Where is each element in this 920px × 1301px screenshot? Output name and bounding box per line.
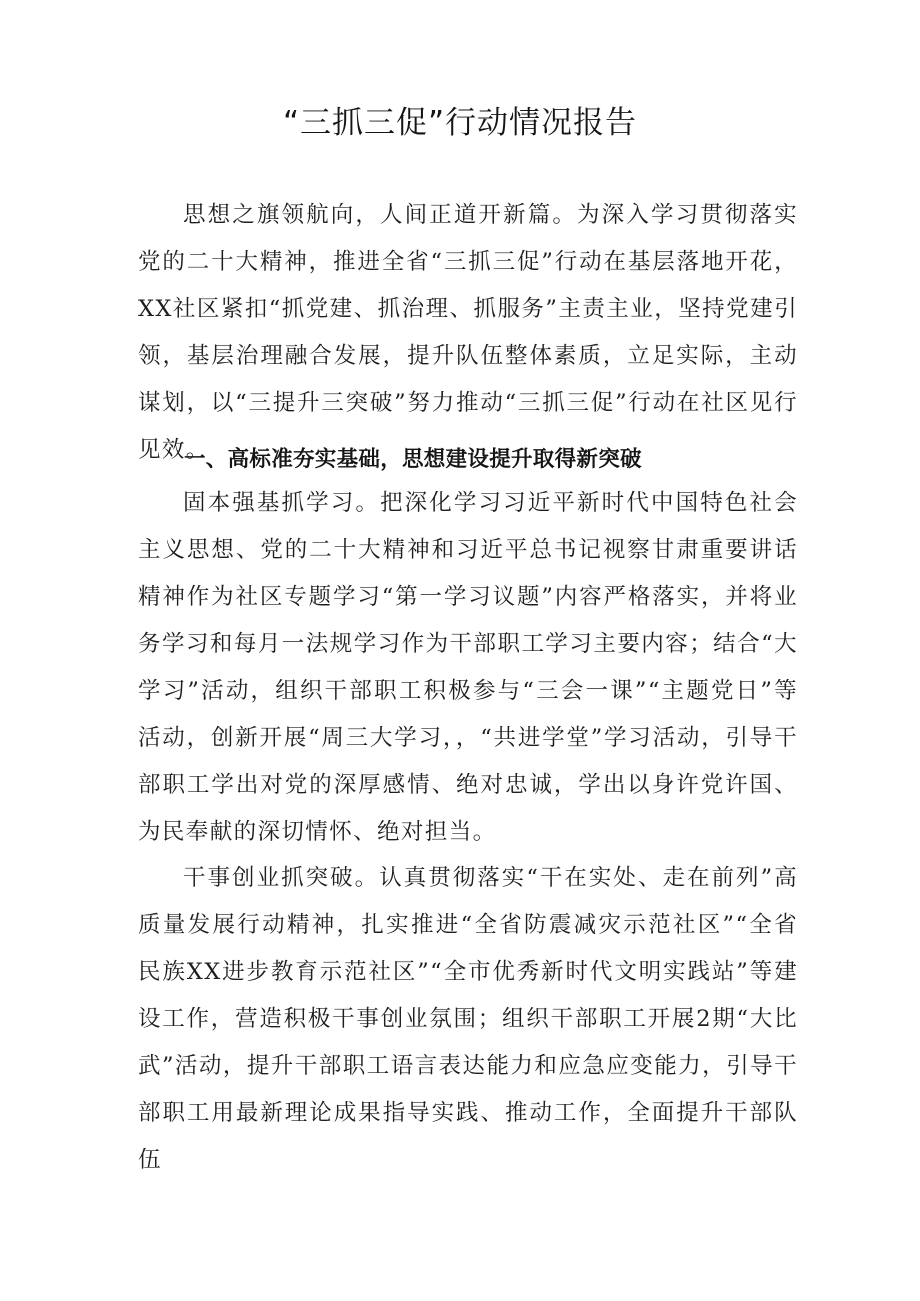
work-paragraph: 干事创业抓突破。认真贯彻落实“干在实处、走在前列”高质量发展行动精神，扎实推进“全省防震减灾示范社区”“全省民族XX进步教育示范社区”“全市优秀新时代文明实践站”等建设工作，营造积极干事创业氛围；组织干部职工开展2期“大比武”活动，提升干部职工语言表达能力和应急应变能力，引导干部职工用最新理论成果指导实践、推动工作，全面提升干部队伍 — [138, 865, 798, 1173]
section-heading-one: 一、高标准夯实基础，思想建设提升取得新突破 — [184, 447, 642, 472]
document-title: “三抓三促”行动情况报告 — [282, 105, 638, 141]
study-paragraph: 固本强基抓学习。把深化学习习近平新时代中国特色社会主义思想、党的二十大精神和习近平总书记视察甘肃重要讲话精神作为社区专题学习“第一学习议题”内容严格落实，并将业务学习和每月一法规学习作为干部职工学习主要内容；结合“大学习”活动，组织干部职工积极参与“三会一课”“主题党日”等活动，创新开展“周三大学习，，“共进学堂”学习活动，引导干部职工学出对党的深厚感情、绝对忠诚，学出以身许党许国、为民奉献的深切情怀、绝对担当。 — [138, 490, 798, 845]
intro-paragraph: 思想之旗领航向，人间正道开新篇。为深入学习贯彻落实党的二十大精神，推进全省“三抓三促”行动在基层落地开花，XX社区紧扣“抓党建、抓治理、抓服务”主责主业，坚持党建引领，基层治理融合发展，提升队伍整体素质，立足实际，主动谋划，以“三提升三突破”努力推动“三抓三促”行动在社区见行见效。 — [138, 202, 798, 463]
